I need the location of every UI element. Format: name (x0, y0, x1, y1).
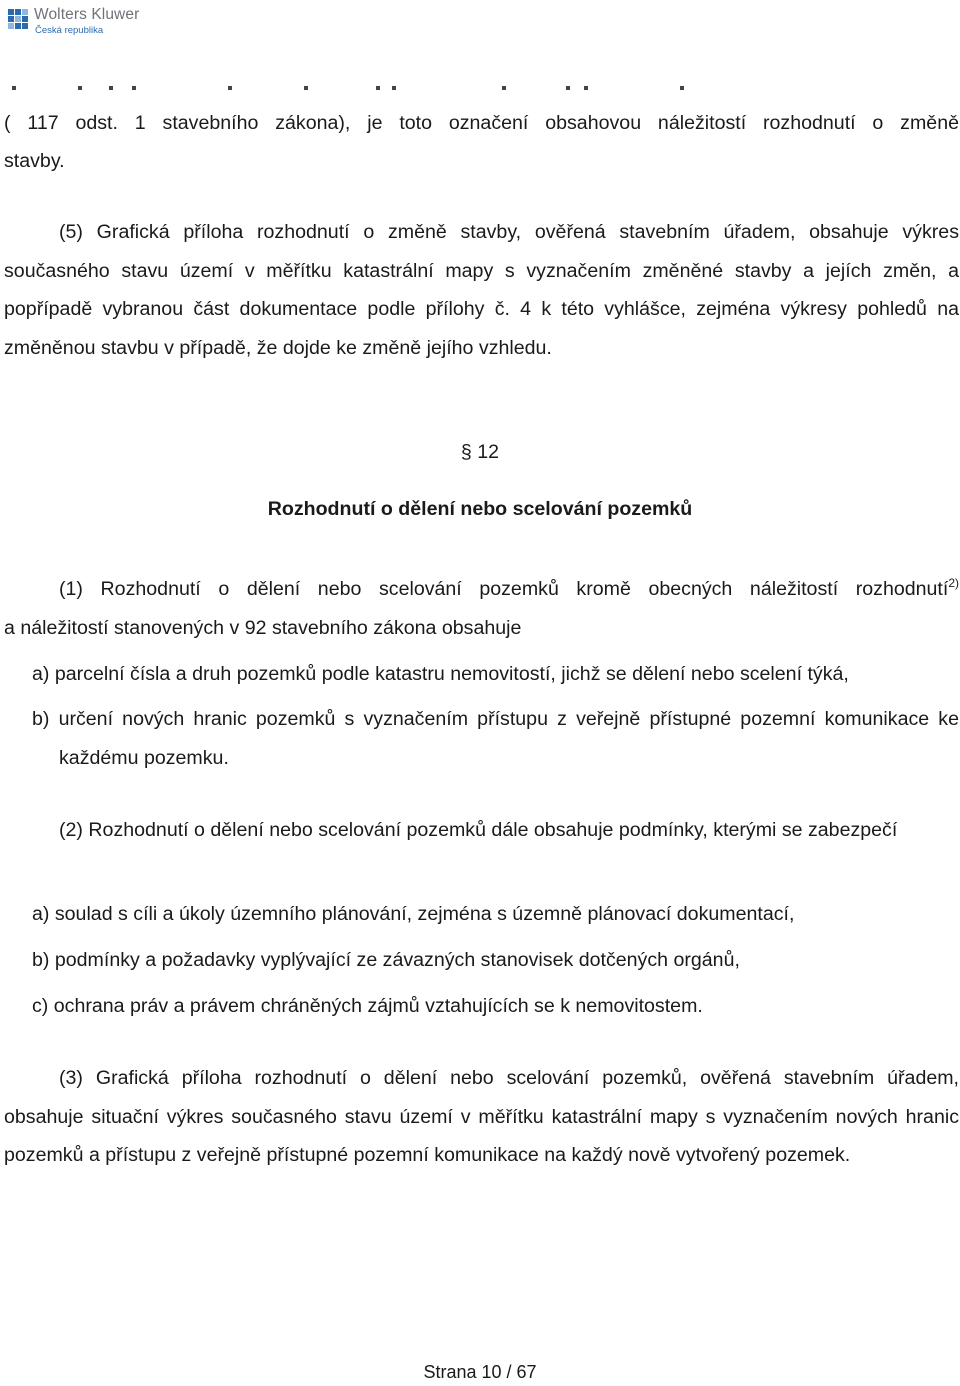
brand-name: Wolters Kluwer (34, 6, 140, 23)
s12-paragraph-1: (1) Rozhodnutí o dělení nebo scelování pozemků kromě obecných náležitostí rozhodnutí$^{2)}$ (59, 576, 959, 600)
paragraph-continuation: ( 117 odst. 1 stavebního zákona), je toto označení obsahovou náležitostí rozhodnutí o změně (4, 112, 959, 134)
s12-p2-item-c: c) ochrana práv a právem chráněných zájmů vztahujících se k nemovitostem. (32, 995, 703, 1017)
footnote-ref: 2) (948, 576, 959, 590)
section-heading-number: § 12 (460, 441, 500, 463)
s12-paragraph-1-cont: a náležitostí stanovených v 92 stavebního zákona obsahuje (4, 617, 522, 639)
clipped-text-line (4, 66, 704, 90)
s12-p1-item-a: a) parcelní čísla a druh pozemků podle katastru nemovitostí, jichž se dělení nebo scelení týká, (32, 663, 849, 685)
s12-paragraph-3: (3) Grafická příloha rozhodnutí o dělení nebo scelování pozemků, ověřená stavebním úřadem, obsahuje situační výkres současného stavu území v měřítku katastrální mapy s vyznačením nových hranic pozemků a přístupu z veřejně přístupné pozemní komunikace na každý nově vytvořený pozemek. (4, 1067, 959, 1166)
s12-paragraph-2: (2) Rozhodnutí o dělení nebo scelování pozemků dále obsahuje podmínky, kterými se zabezpečí (59, 819, 898, 841)
paragraph-continuation-end: stavby. (4, 150, 65, 172)
section-sign-icon: § (460, 441, 472, 463)
s12-p2-item-a: a) soulad s cíli a úkoly územního plánování, zejména s územně plánovací dokumentací, (32, 903, 795, 925)
page-number: Strana 10 / 67 (423, 1362, 537, 1382)
s12-p1-item-b: b) určení nových hranic pozemků s vyznačením přístupu z veřejně přístupné pozemní komunikace ke každému pozemku. (32, 708, 959, 769)
section-heading-title: Rozhodnutí o dělení nebo scelování pozemků (267, 498, 693, 520)
logo-mark-icon (6, 7, 30, 31)
wolters-kluwer-logo (6, 6, 156, 36)
brand-subtitle: Česká republika (35, 25, 104, 36)
paragraph-5: (5) Grafická příloha rozhodnutí o změně stavby, ověřená stavebním úřadem, obsahuje výkres současného stavu území v měřítku katastrální mapy s vyznačením změněné stavby a jejích změn, a popřípadě vybranou část dokumentace podle přílohy č. 4 k této vyhlášce, zejména výkresy pohledů na změněnou stavbu v případě, že dojde ke změně jejího vzhledu. (4, 221, 959, 359)
s12-p2-item-b: b) podmínky a požadavky vyplývající ze závazných stanovisek dotčených orgánů, (32, 949, 740, 971)
